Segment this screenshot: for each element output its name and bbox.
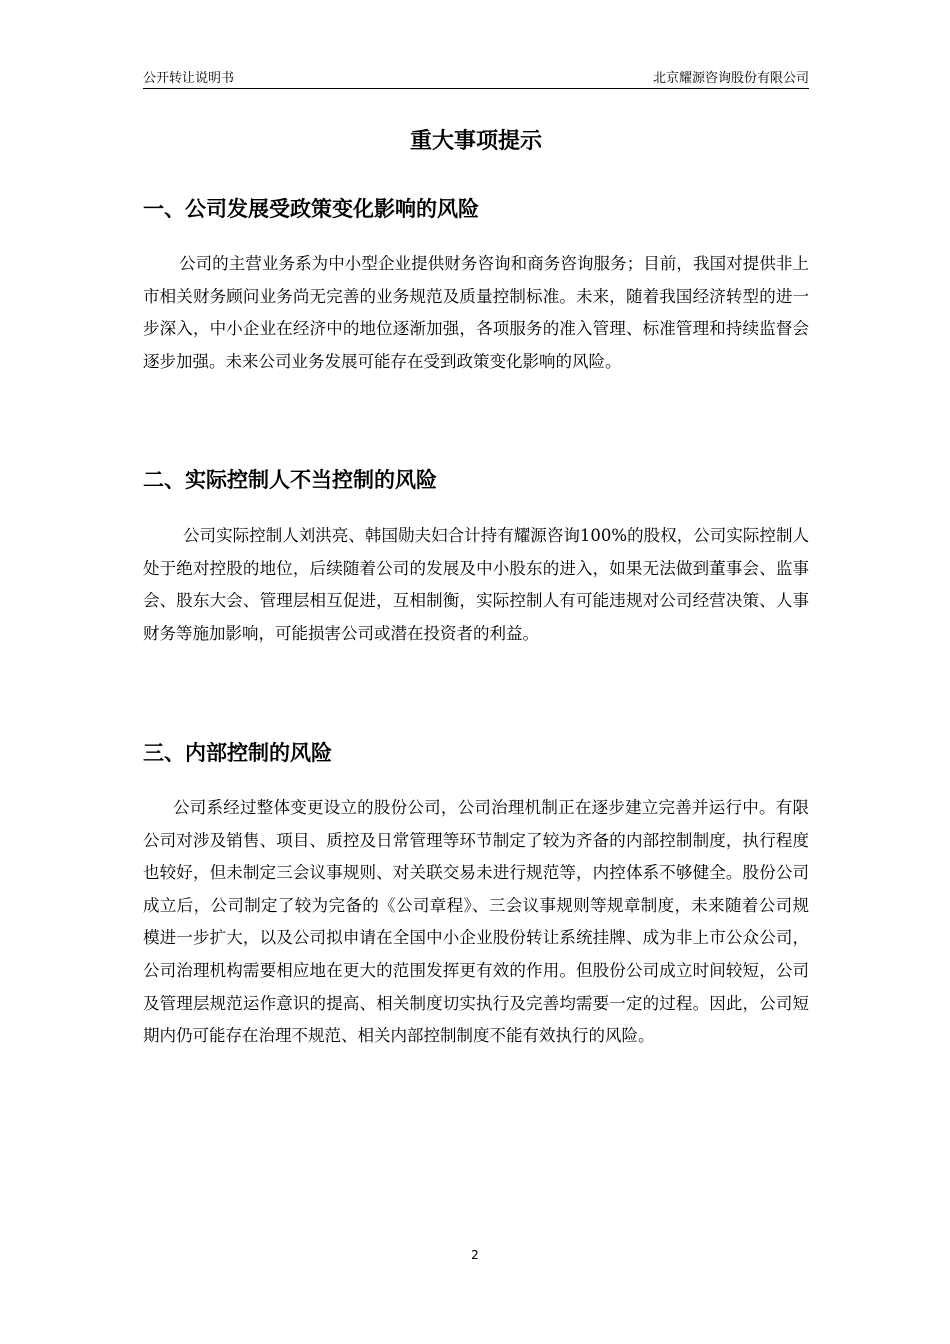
page-header: [143, 64, 809, 89]
header-doc-type: 公开转让说明书: [143, 71, 235, 86]
section-body-internal-control-risk: 公司系经过整体变更设立的股份公司，公司治理机制正在逐步建立完善并运行中。有限公司对涉及销售、项目、质控及日常管理等环节制定了较为齐备的内部控制制度，执行程度也较好，但未制定三会议事规则、对关联交易未进行规范等，内控体系不够健全。股份公司成立后，公司制定了较为完备的《公司章程》、三会议事规则等规章制度，未来随着公司规模进一步扩大，以及公司拟申请在全国中小企业股份转让系统挂牌、成为非上市公众公司，公司治理机构需要相应地在更大的范围发挥更有效的作用。但股份公司成立时间较短，公司及管理层规范运作意识的提高、相关制度切实执行及完善均需要一定的过程。因此，公司短期内仍可能存在治理不规范、相关内部控制制度不能有效执行的风险。: [143, 798, 809, 1046]
page-number: 2: [471, 1248, 479, 1262]
section-heading-policy-risk: 一、公司发展受政策变化影响的风险: [143, 197, 479, 221]
section-heading-controller-risk: 二、实际控制人不当控制的风险: [143, 468, 437, 492]
section-body-controller-risk: 公司实际控制人刘洪亮、韩国勋夫妇合计持有耀源咨询100%的股权，公司实际控制人处于绝对控股的地位，后续随着公司的发展及中小股东的进入，如果无法做到董事会、监事会、股东大会、管理层相互促进，互相制衡，实际控制人有可能违规对公司经营决策、人事财务等施加影响，可能损害公司或潜在投资者的利益。: [143, 526, 809, 643]
page-title: 重大事项提示: [409, 129, 542, 154]
header-company-name: 北京耀源咨询股份有限公司: [652, 71, 809, 86]
section-heading-internal-control-risk: 三、内部控制的风险: [143, 741, 332, 765]
section-body-policy-risk: 公司的主营业务系为中小型企业提供财务咨询和商务咨询服务；目前，我国对提供非上市相关财务顾问业务尚无完善的业务规范及质量控制标准。未来，随着我国经济转型的进一步深入，中小企业在经济中的地位逐渐加强，各项服务的准入管理、标准管理和持续监督会逐步加强。未来公司业务发展可能存在受到政策变化影响的风险。: [143, 254, 809, 371]
